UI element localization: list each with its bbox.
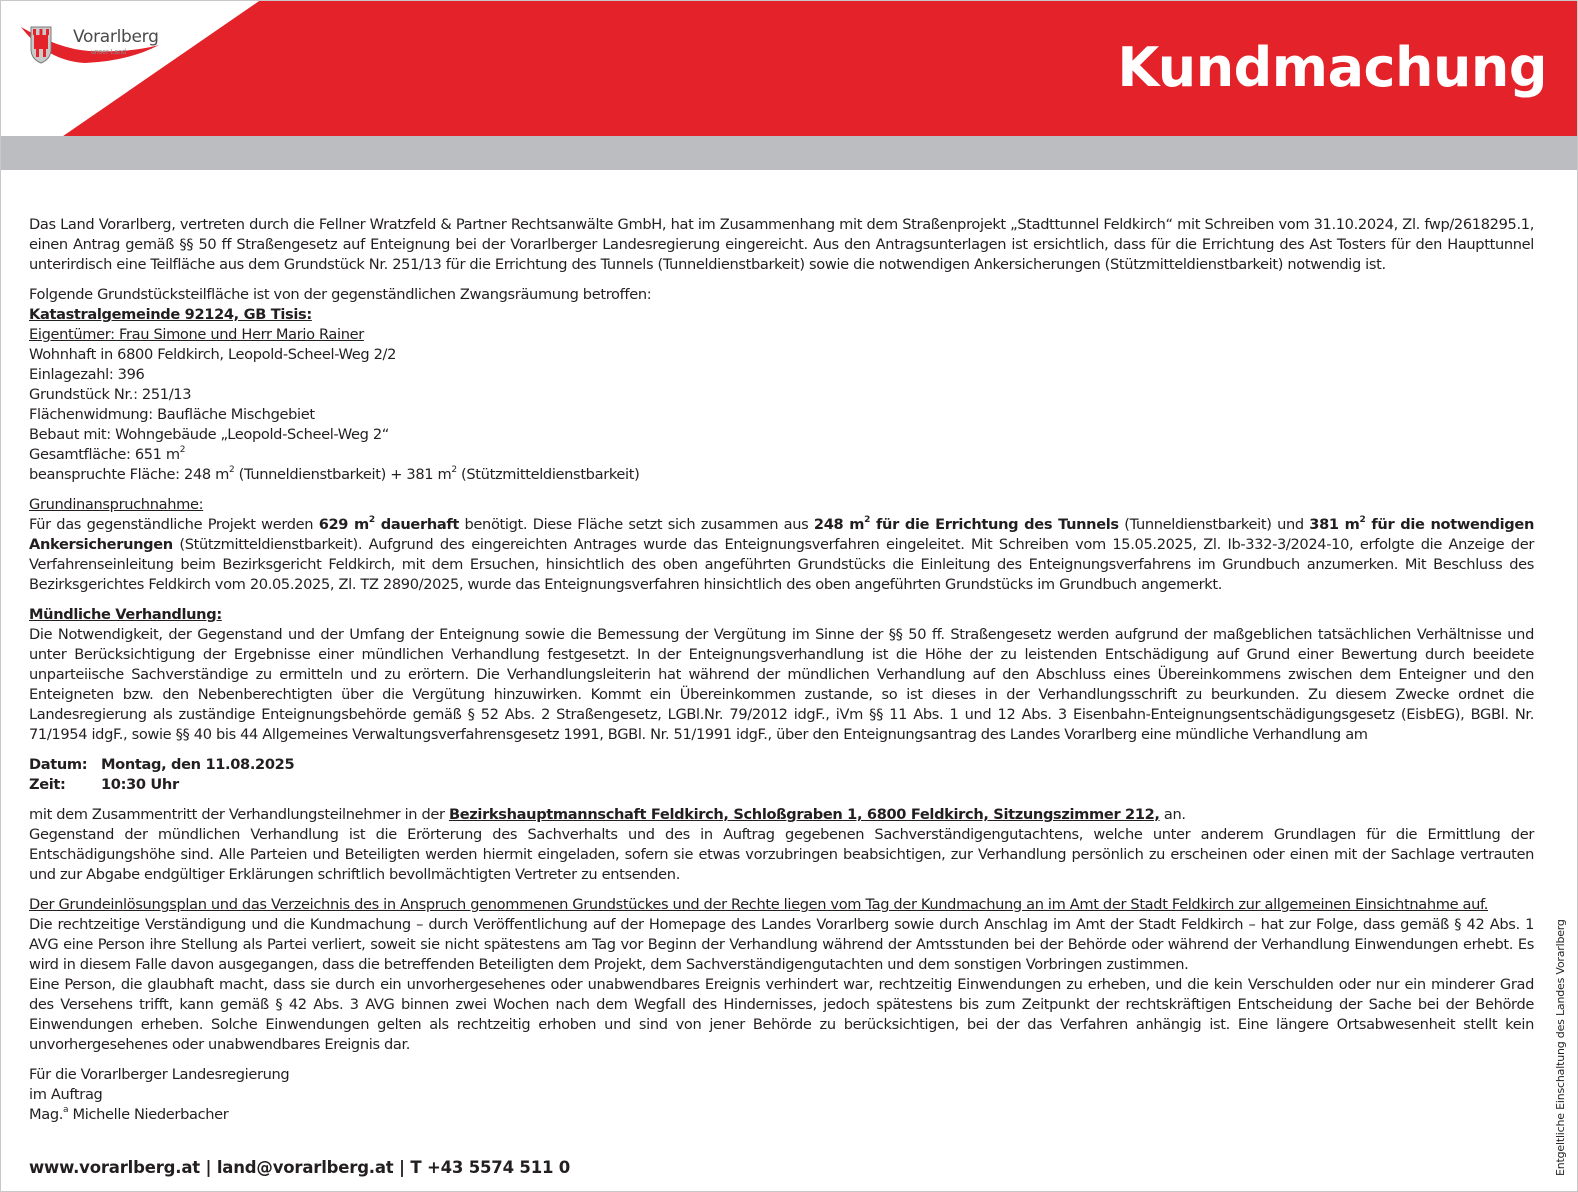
zeit-row: Zeit: 10:30 Uhr [29, 776, 179, 793]
beanspruchte-flaeche-line: beanspruchte Fläche: 248 $m^2$ (Tunneldienstbarkeit) + 381 $m^2$ (Stützmitteldienstbarkeit) [29, 465, 640, 483]
grundinanspruchnahme-heading: Grundinanspruchnahme: [29, 496, 204, 513]
praeklusion-paragraph: Die rechtzeitige Verständigung und die Kundmachung – durch Veröffentlichung auf der Homepage des Landes Vorarlberg sowie durch Anschlag im Amt der Stadt Feldkirch – hat zur Folge, dass gemäß § 42 Abs. 1 AVG eine Person ihre Stellung als Partei verliert, soweit sie nicht spätestens am Tag vor Beginn der Verhandlung während der Amtsstunden bei der Behörde oder während der Verhandlung Einwendungen erhebt. Es wird in diesem Falle davon ausgegangen, dass die betreffenden Beteiligten dem Projekt, dem Sachverständigengutachten und dem sonstigen Vorbringen zustimmen. [29, 916, 1534, 973]
widmung-line: Flächenwidmung: Baufläche Mischgebiet [29, 406, 315, 423]
notice-body [29, 215, 1534, 1125]
page-title: Kundmachung [1117, 36, 1547, 99]
grundstueck-line: Grundstück Nr.: 251/13 [29, 386, 192, 403]
header-gray-bar [1, 136, 1577, 170]
verhandlung-heading: Mündliche Verhandlung: [29, 606, 222, 623]
bebaut-line: Bebaut mit: Wohngebäude „Leopold-Scheel-Weg 2“ [29, 426, 389, 443]
ort-line: mit dem Zusammentritt der Verhandlungsteilnehmer in der Bezirkshauptmannschaft Feldkirch, Schloßgraben 1, 6800 Feldkirch, Sitzungszimmer 212, an. [29, 806, 1186, 823]
einsicht-notice: Der Grundeinlösungsplan und das Verzeichnis des in Anspruch genommenen Grundstückes und der Rechte liegen vom Tag der Kundmachung an im Amt der Stadt Feldkirch zur allgemeinen Einsichtnahme auf. [29, 896, 1489, 913]
grundinanspruchnahme-paragraph: Für das gegenständliche Projekt werden 629 $m^2$ dauerhaft benötigt. Diese Fläche setzt sich zusammen aus 248 $m^2$ für die Errichtung des Tunnels (Tunneldienstbarkeit) und 381 $m^2$ für die notwendigen Ankersicherungen (Stützmitteldienstbarkeit). Aufgrund des eingereichten Antrages wurde das Enteignungsverfahren eingeleitet. Mit Schreiben vom 15.05.2025, Zl. Ib-332-3/2024-10, erfolgte die Anzeige der Verfahrenseinleitung beim Bezirksgericht Feldkirch, mit dem Ersuchen, hinsichtlich des oben angeführten Grundstücks die Einleitung des Enteignungsverfahrens im Grundbuch anzumerken. Mit Beschluss des Bezirksgerichtes Feldkirch vom 20.05.2025, Zl. TZ 2890/2025, wurde das Enteignungsverfahren hinsichtlich des oben angeführten Grundstücks im Grundbuch angemerkt. [29, 515, 1534, 593]
einlagezahl-line: Einlagezahl: 396 [29, 366, 145, 383]
property-lead: Folgende Grundstücksteilfläche ist von der gegenständlichen Zwangsräumung betroffen: [29, 286, 652, 303]
logo-tagline: unser Land [91, 49, 127, 56]
residence-line: Wohnhaft in 6800 Feldkirch, Leopold-Scheel-Weg 2/2 [29, 346, 397, 363]
location-text: Bezirkshauptmannschaft Feldkirch, Schloßgraben 1, 6800 Feldkirch, Sitzungszimmer 212, [448, 806, 1160, 823]
signature-auftrag: im Auftrag [29, 1086, 103, 1103]
gesamtflaeche-line: Gesamtfläche: 651 $m^2$ [29, 445, 186, 463]
owner-line: Eigentümer: Frau Simone und Herr Mario Rainer [29, 326, 364, 343]
verhandlung-paragraph: Die Notwendigkeit, der Gegenstand und der Umfang der Enteignung sowie die Bemessung der Vergütung im Sinne der §§ 50 ff. Straßengesetz werden aufgrund der maßgeblichen tatsächlichen Verhältnisse und unter Berücksichtigung der Ergebnisse einer mündlichen Verhandlung festgesetzt. In der Enteignungsverhandlung ist die Höhe der zu leistenden Entschädigung auf Grund einer Bewertung durch beeidete unparteiische Sachverständige zu ermitteln und zu erörtern. Die Verhandlungsleiterin hat während der mündlichen Verhandlung auf den Abschluss eines Übereinkommens zwischen dem Enteigner und den Enteigneten bzw. den Nebenberechtigten über die Vergütung hinzuwirken. Kommt ein Übereinkommen zustande, so ist dieses in der Verhandlungsschrift zu beurkunden. Zu diesem Zwecke ordnet die Landesregierung als zuständige Enteignungsbehörde gemäß § 52 Abs. 2 Straßengesetz, LGBl.Nr. 79/2012 idgF., iVm §§ 11 Abs. 1 und 12 Abs. 3 Eisenbahn-Enteignungsentschädigungsgesetz (EisbEG), BGBl. Nr. 71/1954 idgF., sowie §§ 40 bis 44 Allgemeines Verwaltungsverfahrensgesetz 1991, BGBl. Nr. 51/1991 idgF., über den Enteignungsantrag des Landes Vorarlberg eine mündliche Verhandlung am [29, 626, 1534, 743]
katastral-heading: Katastralgemeinde 92124, GB Tisis: [29, 306, 312, 323]
intro-paragraph: Das Land Vorarlberg, vertreten durch die Fellner Wratzfeld & Partner Rechtsanwälte GmbH, hat im Zusammenhang mit dem Straßenprojekt „Stadttunnel Feldkirch“ mit Schreiben vom 31.10.2024, Zl. fwp/2618295.1, einen Antrag gemäß §§ 50 ff Straßengesetz auf Enteignung bei der Vorarlberger Landesregierung eingereicht. Aus den Antragsunterlagen ist ersichtlich, dass für die Errichtung des Ast Tosters für den Haupttunnel unterirdisch eine Teilfläche aus dem Grundstück Nr. 251/13 für die Errichtung des Tunnels (Tunneldienstbarkeit) sowie die notwendigen Ankersicherungen (Stützmitteldienstbarkeit) notwendig ist. [29, 216, 1534, 273]
signature-authority: Für die Vorarlberger Landesregierung [29, 1066, 290, 1083]
signature-name: Mag.$^a$ Michelle Niederbacher [29, 1105, 229, 1123]
side-note: Entgeltliche Einschaltung des Landes Vorarlberg [1554, 919, 1567, 1176]
vorarlberg-logo [19, 19, 179, 79]
footer-contact: www.vorarlberg.at | land@vorarlberg.at | T +43 5574 511 0 [29, 1158, 571, 1177]
gegenstand-paragraph: Gegenstand der mündlichen Verhandlung ist die Erörterung des Sachverhalts und des in Auftrag gegebenen Sachverständigengutachtens, welche unter anderem Grundlagen für die Ermittlung der Entschädigungshöhe sind. Alle Parteien und Beteiligten werden hiermit eingeladen, sofern sie etwas vorzubringen beabsichtigen, zur Verhandlung persönlich zu erscheinen oder einen mit der Sachlage vertrauten und zur Abgabe endgültiger Erklärungen schriftlich bevollmächtigten Vertreter zu entsenden. [29, 826, 1534, 883]
datum-row: Datum: Montag, den 11.08.2025 [29, 756, 295, 773]
header-banner [1, 1, 1577, 136]
wiedereinsetzung-paragraph: Eine Person, die glaubhaft macht, dass sie durch ein unvorhergesehenes oder unabwendbares Ereignis verhindert war, rechtzeitig Einwendungen zu erheben, und die kein Verschulden oder nur ein minderer Grad des Versehens trifft, kann gemäß § 42 Abs. 3 AVG binnen zwei Wochen nach dem Wegfall des Hindernisses, jedoch spätestens bis zum Zeitpunkt der rechtskräftigen Entscheidung der Sache bei der Behörde Einwendungen erheben. Solche Einwendungen gelten als rechtzeitig erhoben und sind von jener Behörde zu berücksichtigen, bei der das Verfahren anhängig ist. Eine längere Ortsabwesenheit stellt kein unvorhergesehenes oder unabwendbares Ereignis dar. [29, 976, 1534, 1053]
logo-wordmark: Vorarlberg [73, 27, 159, 47]
